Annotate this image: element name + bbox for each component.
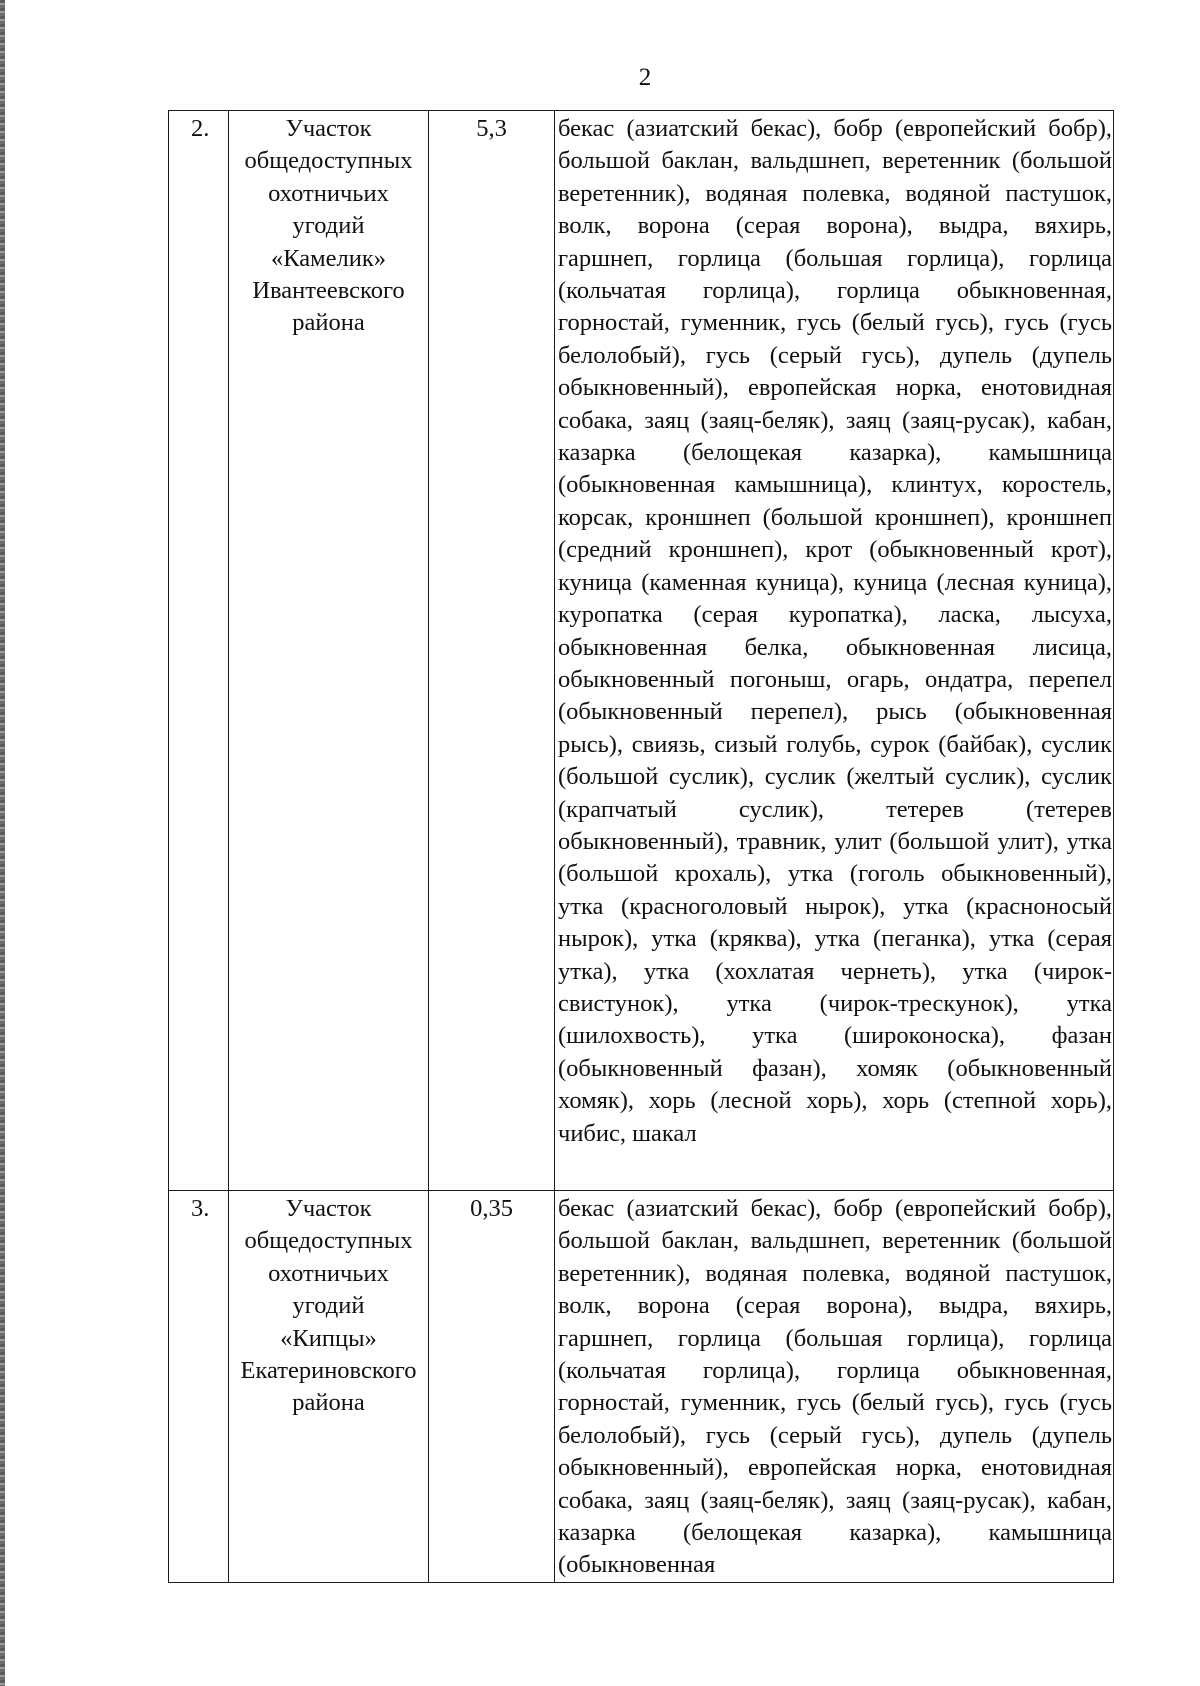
ground-name-line: общедоступных xyxy=(244,147,413,175)
ground-name-line: охотничьих xyxy=(268,179,389,207)
ground-name-line: Ивантеевского xyxy=(252,277,405,305)
area-value: 5,3 xyxy=(429,111,555,1191)
ground-name-line: угодий xyxy=(292,1292,365,1320)
species-list: бекас (азиатский бекас), бобр (европейский бобр), большой баклан, вальдшнеп, веретенник (большой веретенник), водяная полевка, водяной пастушок, волк, ворона (серая ворона), выдра, вяхирь, гаршнеп, горлица (большая горлица), горлица (кольчатая горлица), горлица обыкновенная, горностай, гуменник, гусь (белый гусь), гусь (гусь белолобый), гусь (серый гусь), дупель (дупель обыкновенный), европейская норка, енотовидная собака, заяц (заяц-беляк), заяц (заяц-русак), кабан, казарка (белощекая казарка), камышница (обыкновенная камышница), клинтух, коростель, корсак, кроншнеп (большой кроншнеп), кроншнеп (средний кроншнеп), крот (обыкновенный крот), куница (каменная куница), куница (лесная куница), куропатка (серая куропатка), ласка, лысуха, обыкновенная белка, обыкновенная лисица, обыкновенный погоныш, огарь, ондатра, перепел (обыкновенный перепел), рысь (обыкновенная рысь), свиязь, сизый голубь, сурок (байбак), суслик (большой суслик), суслик (желтый суслик), суслик (крапчатый суслик), тетерев (тетерев обыкновенный), травник, улит (большой улит), утка (большой крохаль), утка (гоголь обыкновенный), утка (красноголовый нырок), утка (красноносый нырок), утка (кряква), утка (пеганка), утка (серая утка), утка (хохлатая чернеть), утка (чирок-свистунок), утка (чирок-трескунок), утка (шилохвость), утка (широконоска), фазан (обыкновенный фазан), хомяк (обыкновенный хомяк), хорь (лесной хорь), хорь (степной хорь), чибис, шакал xyxy=(555,111,1114,1191)
species-list: бекас (азиатский бекас), бобр (европейский бобр), большой баклан, вальдшнеп, веретенник (большой веретенник), водяная полевка, водяной пастушок, волк, ворона (серая ворона), выдра, вяхирь, гаршнеп, горлица (большая горлица), горлица (кольчатая горлица), горлица обыкновенная, горностай, гуменник, гусь (белый гусь), гусь (гусь белолобый), гусь (серый гусь), дупель (дупель обыкновенный), европейская норка, енотовидная собака, заяц (заяц-беляк), заяц (заяц-русак), кабан, казарка (белощекая казарка), камышница (обыкновенная xyxy=(555,1191,1114,1583)
page-number: 2 xyxy=(638,64,652,91)
ground-name-line: угодий xyxy=(292,212,365,240)
ground-name-line: Участок xyxy=(285,115,372,142)
ground-name-line: района xyxy=(292,1389,365,1417)
ground-name-line: «Кипцы» xyxy=(280,1324,377,1352)
ground-name-line: «Камелик» xyxy=(270,244,386,272)
ground-name-line: общедоступных xyxy=(244,1227,413,1255)
scan-edge xyxy=(0,0,5,1686)
table-row xyxy=(169,1191,1114,1583)
row-number: 2. xyxy=(169,111,229,1191)
ground-name-line: Екатериновского xyxy=(240,1357,417,1385)
ground-name xyxy=(229,1191,429,1583)
ground-name xyxy=(229,111,429,1191)
table-row xyxy=(169,111,1114,1191)
ground-name-line: охотничьих xyxy=(268,1259,389,1287)
area-value: 0,35 xyxy=(429,1191,555,1583)
ground-name-line: Участок xyxy=(285,1195,372,1222)
row-number: 3. xyxy=(169,1191,229,1583)
ground-name-line: района xyxy=(292,309,365,337)
hunting-grounds-table xyxy=(168,110,1114,1583)
